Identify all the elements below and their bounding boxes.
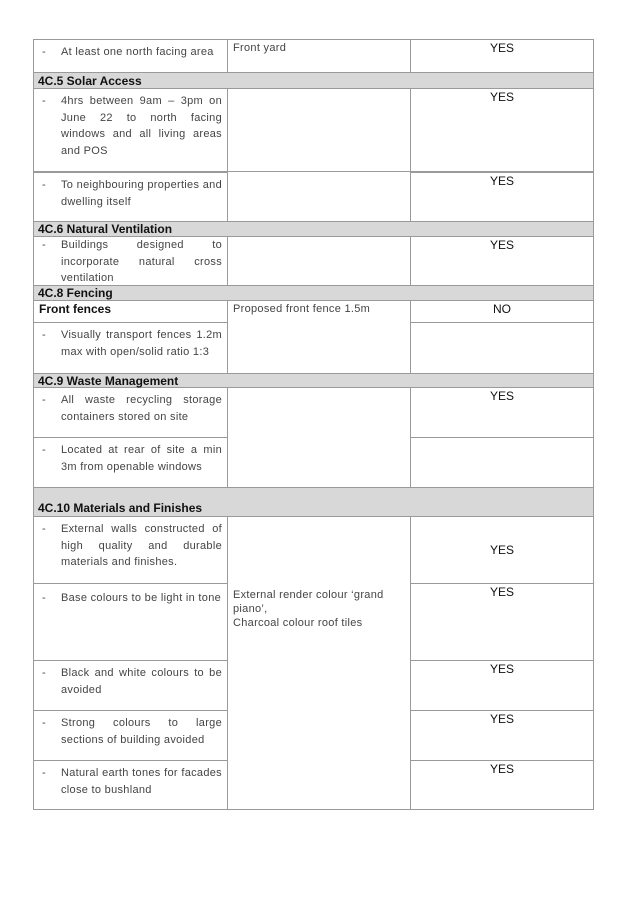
table-row [33, 89, 594, 172]
requirement-text: All waste recycling storage containers stored on site [61, 394, 222, 423]
status-cell: NO [410, 301, 594, 323]
materials-note: External render colour ‘grand piano’, Charcoal colour roof tiles [233, 589, 384, 629]
status-cell: YES [410, 711, 594, 761]
status-cell: YES [489, 90, 514, 104]
requirement-text: External walls constructed of high quality and durable materials and finishes. [61, 523, 222, 568]
section-heading: 4C.6 Natural Ventilation [33, 221, 594, 237]
bullet-dash: - [42, 444, 46, 456]
bullet-dash: - [42, 329, 46, 341]
table-row [33, 761, 594, 810]
bullet-dash: - [42, 667, 46, 679]
table-row [33, 172, 594, 221]
table-row [33, 301, 594, 323]
table-row [33, 237, 594, 286]
requirement-text: Base colours to be light in tone [61, 592, 222, 604]
bullet-dash: - [42, 394, 46, 406]
bullet-dash: - [42, 767, 46, 779]
table-row [33, 517, 594, 584]
column-divider [410, 236, 411, 285]
status-cell: YES [489, 238, 514, 252]
bullet-dash: - [42, 523, 46, 535]
column-divider [227, 300, 228, 373]
status-cell: YES [489, 41, 514, 55]
column-divider [227, 39, 228, 73]
status-cell: YES [410, 517, 594, 584]
table-row [33, 323, 594, 374]
column-divider [227, 236, 228, 285]
column-divider [410, 300, 411, 373]
column-divider [410, 89, 411, 221]
section-heading: 4C.8 Fencing [33, 286, 594, 301]
bullet-dash: - [42, 239, 46, 251]
proposal-text: Proposed front fence 1.5m [233, 303, 371, 315]
column-divider [227, 516, 228, 809]
bullet-dash: - [42, 179, 46, 191]
section-heading: 4C.9 Waste Management [33, 374, 594, 388]
compliance-table [33, 39, 594, 810]
column-divider [410, 387, 411, 487]
requirement-text: To neighbouring properties and dwelling itself [61, 179, 222, 208]
table-row [33, 438, 594, 488]
column-divider [227, 89, 228, 221]
front-fences-label: Front fences [33, 301, 227, 323]
bullet-dash: - [42, 95, 46, 107]
bullet-dash: - [42, 717, 46, 729]
requirement-text: Located at rear of site a min 3m from openable windows [61, 444, 222, 473]
column-divider [410, 516, 411, 809]
column-divider [227, 387, 228, 487]
status-cell: YES [410, 584, 594, 661]
requirement-text: Black and white colours to be avoided [61, 667, 222, 696]
requirement-text: At least one north facing area [61, 46, 214, 58]
table-row [33, 661, 594, 711]
requirement-text: Natural earth tones for facades close to bushland [61, 767, 222, 796]
table-row [33, 39, 594, 73]
bullet-dash: - [42, 592, 46, 604]
bullet-dash: - [42, 46, 46, 58]
section-heading: 4C.5 Solar Access [33, 73, 594, 89]
status-cell: YES [410, 661, 594, 711]
status-cell: YES [489, 762, 514, 776]
materials-block [33, 517, 594, 810]
requirement-text: Visually transport fences 1.2m max with open/solid ratio 1:3 [61, 329, 222, 358]
proposal-text: Front yard [233, 42, 287, 54]
column-divider [410, 39, 411, 73]
requirement-text: Strong colours to large sections of building avoided [61, 717, 222, 746]
table-row [33, 711, 594, 761]
table-row [33, 388, 594, 438]
requirement-text: Buildings designed to incorporate natural cross ventilation [61, 239, 222, 284]
requirement-text: 4hrs between 9am – 3pm on June 22 to north facing windows and all living areas and POS [61, 95, 222, 157]
status-cell: YES [410, 172, 594, 221]
status-cell: YES [410, 388, 594, 438]
section-heading: 4C.10 Materials and Finishes [33, 488, 594, 517]
